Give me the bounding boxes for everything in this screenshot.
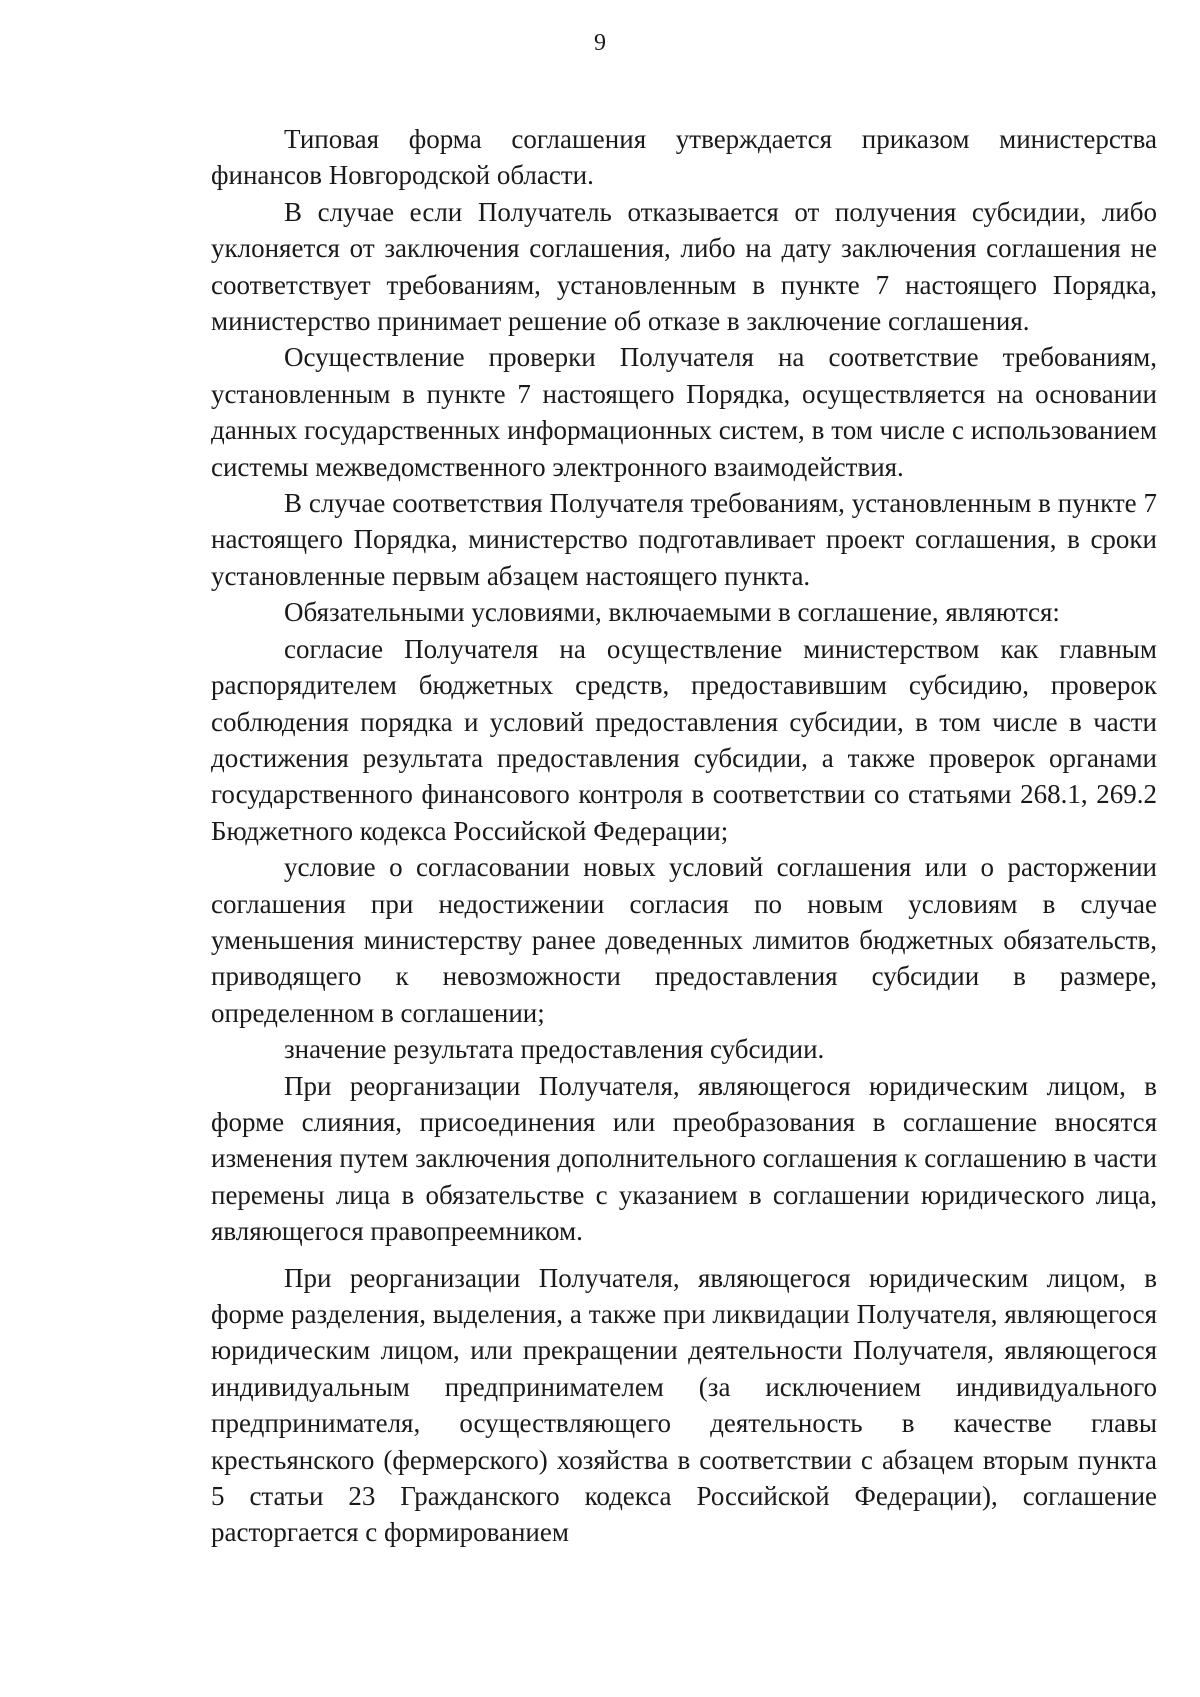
paragraph-mandatory-conditions: Обязательными условиями, включаемыми в соглашение, являются: bbox=[284, 597, 1060, 628]
paragraph-refusal: В случае если Получатель отказывается от получения субсидии, либо уклоняется от заключения соглашения, либо на дату заключения соглашения не соответствует требованиям, установленным в пункте 7 настоящего Порядка, министерство принимает решение об отказе в заключение соглашения. bbox=[211, 196, 1157, 337]
paragraph-consent-to-inspections: согласие Получателя на осуществление министерством как главным распорядителем бюджетных средств, предоставившим субсидию, проверок соблюдения порядка и условий предоставления субсидии, в том числе в части достижения результата предоставления субсидии, а также проверок органами государственного финансового контроля в соответствии со статьями 268.1, 269.2 Бюджетного кодекса Российской Федерации; bbox=[211, 633, 1157, 846]
paragraph-standard-form: Типовая форма соглашения утверждается приказом министерства финансов Новгородской области. bbox=[211, 124, 1157, 191]
paragraph-new-conditions: условие о согласовании новых условий соглашения или о расторжении соглашения при недостижении согласия по новым условиям в случае уменьшения министерству ранее доведенных лимитов бюджетных обязательств, приводящего к невозможности предоставления субсидии в размере, определенном в соглашении; bbox=[211, 852, 1157, 1028]
document-body bbox=[211, 121, 1157, 1551]
page-number: 9 bbox=[594, 30, 606, 56]
paragraph-verification: Осуществление проверки Получателя на соответствие требованиям, установленным в пункте 7 настоящего Порядка, осуществляется на основании данных государственных информационных систем, в том числе с использованием системы межведомственного электронного взаимодействия. bbox=[211, 342, 1157, 482]
paragraph-reorganization-division: При реорганизации Получателя, являющегося юридическим лицом, в форме разделения, выделения, а также при ликвидации Получателя, являющегося юридическим лицом, или прекращении деятельности Получателя, являющегося индивидуальным предпринимателем (за исключением индивидуального предпринимателя, осуществляющего деятельность в качестве главы крестьянского (фермерского) хозяйства в соответствии с абзацем вторым пункта 5 статьи 23 Гражданского кодекса Российской Федерации), соглашение расторгается с формированием bbox=[211, 1262, 1157, 1548]
paragraph-reorganization-merger: При реорганизации Получателя, являющегося юридическим лицом, в форме слияния, присоединения или преобразования в соглашение вносятся изменения путем заключения дополнительного соглашения к соглашению в части перемены лица в обязательстве с указанием в соглашении юридического лица, являющегося правопреемником. bbox=[211, 1070, 1157, 1247]
paragraph-result-value: значение результата предоставления субсидии. bbox=[284, 1034, 825, 1065]
paragraph-draft-agreement: В случае соответствия Получателя требованиям, установленным в пункте 7 настоящего Порядка, министерство подготавливает проект соглашения, в сроки установленные первым абзацем настоящего пункта. bbox=[211, 488, 1157, 591]
